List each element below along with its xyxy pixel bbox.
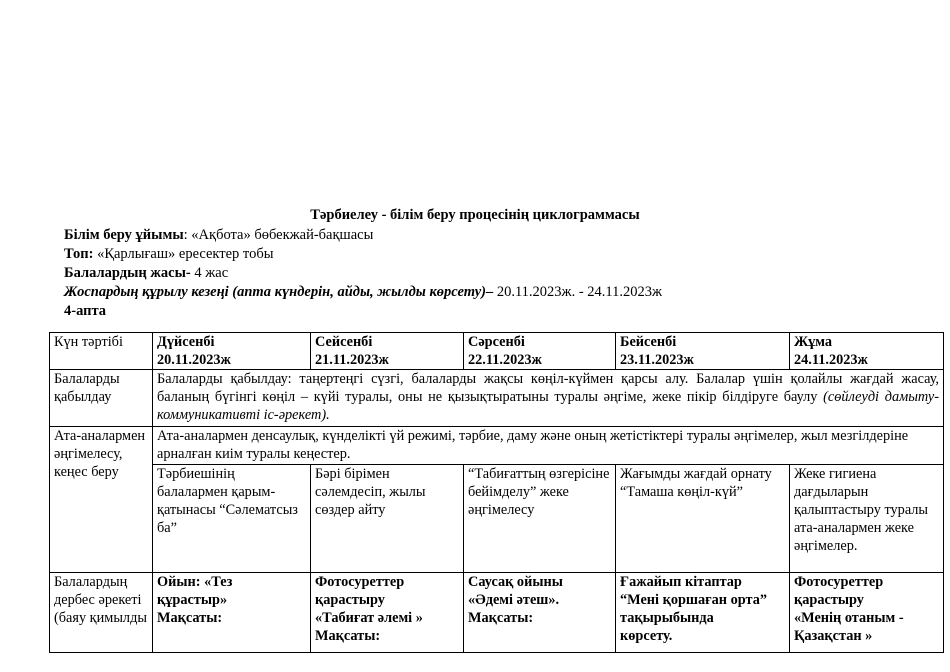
activity-line: қарастыру [315,592,385,608]
period-line [64,283,662,302]
activity-line: “Мені қоршаған орта” [620,592,767,608]
activity-thursday [616,573,790,653]
header-day-friday [790,333,944,370]
activity-line: Фотосуреттер [315,574,405,590]
reception-text-cell [153,370,944,427]
activity-wednesday [464,573,616,653]
activity-line: құрастыр» [157,592,228,608]
group-label: Топ: [64,246,94,262]
org-value: : «Ақбота» бөбекжай-бақшасы [183,227,374,243]
activity-friday [790,573,944,653]
day-date: 24.11.2023ж [794,352,868,368]
activity-line: Мақсаты: [468,610,534,626]
day-name: Жұма [794,334,833,350]
reception-text: Балаларды қабылдау: таңертеңгі сүзгі, балаларды жақсы көңіл-күймен қарсы алу. Балалар үшін қолайлы жағдай жасау, баланың бүгінгі көңіл – күйі туралы, оны не қызықтыратыны туралы әңгіме, жеке пікір білдіруге баулу [157,371,939,405]
activity-line: Саусақ ойыны [468,574,563,590]
day-date: 21.11.2023ж [315,352,389,368]
week-line [64,302,662,321]
day-date: 23.11.2023ж [620,352,694,368]
parents-wednesday: “Табиғаттың өзгерісіне бейімделу” жеке әңгімелесу [464,465,616,573]
activity-line: көрсету. [620,628,673,644]
activity-line: Ойын: «Тез [157,574,233,590]
period-label: Жоспардың құрылу кезеңі (апта күндерін, айды, жылды көрсету)– [64,284,494,300]
parents-friday: Жеке гигиена дағдыларын қалыптастыру туралы ата-аналармен жеке әңгімелер. [790,465,944,573]
activity-line: Фотосуреттер [794,574,884,590]
reception-label: Балаларды қабылдау [50,370,153,427]
age-value: 4 жас [190,265,229,281]
header-row [50,333,944,370]
day-date: 20.11.2023ж [157,352,231,368]
day-name: Сәрсенбі [468,334,525,350]
activity-line: Ғажайып кітаптар [620,574,742,590]
schedule-table [49,332,944,653]
activity-row [50,573,944,653]
group-line [64,245,662,264]
parents-thursday: Жағымды жағдай орнату “Тамаша көңіл-күй” [616,465,790,573]
parents-general-row [50,427,944,465]
activity-line: қарастыру [794,592,864,608]
reception-row [50,370,944,427]
activity-line: «Менің отаным - [794,610,904,626]
age-label: Балалардың жасы- [64,265,191,281]
parents-monday: Тәрбиешінің балалармен қарым-қатынасы “Сәлематсыз ба” [153,465,311,573]
activity-tuesday [311,573,464,653]
org-label: Білім беру ұйымы [64,227,184,243]
header-day-tuesday [311,333,464,370]
day-name: Бейсенбі [620,334,677,350]
activity-line: «Табиғат әлемі » [315,610,423,626]
parents-days-row [50,465,944,573]
document-title: Тәрбиелеу - білім беру процесінің циклограммасы [310,207,640,223]
org-line [64,226,662,245]
header-day-monday [153,333,311,370]
period-value: 20.11.2023ж. - 24.11.2023ж [493,284,663,300]
activity-line: Мақсаты: [315,628,381,644]
header-day-thursday [616,333,790,370]
age-line [64,264,662,283]
activity-line: «Әдемі әтеш». [468,592,560,608]
activity-line: Мақсаты: [157,610,223,626]
reception-note: (сөйлеуді дамыту-коммуникативті іс-әрекет). [157,389,939,423]
activity-label: Балалардың дербес әрекеті (баяу қимылды [50,573,153,653]
activity-line: тақырыбында [620,610,714,626]
activity-monday [153,573,311,653]
parents-label: Ата-аналармен әңгімелесу, кеңес беру [50,427,153,573]
parents-general: Ата-аналармен денсаулық, күнделікті үй режимі, тәрбие, даму және оның жетістіктері туралы әңгімелер, жыл мезгілдеріне арналған киім туралы кеңестер. [153,427,944,465]
document-meta [64,226,662,321]
week-label: 4-апта [64,303,107,319]
day-date: 22.11.2023ж [468,352,542,368]
header-schedule-label: Күн тәртібі [54,334,123,350]
group-value: «Қарлығаш» ересектер тобы [93,246,274,262]
day-name: Сейсенбі [315,334,373,350]
parents-tuesday: Бәрі бірімен сәлемдесіп, жылы сөздер айту [311,465,464,573]
day-name: Дүйсенбі [157,334,215,350]
activity-line: Қазақстан » [794,628,873,644]
header-day-wednesday [464,333,616,370]
header-schedule [50,333,153,370]
